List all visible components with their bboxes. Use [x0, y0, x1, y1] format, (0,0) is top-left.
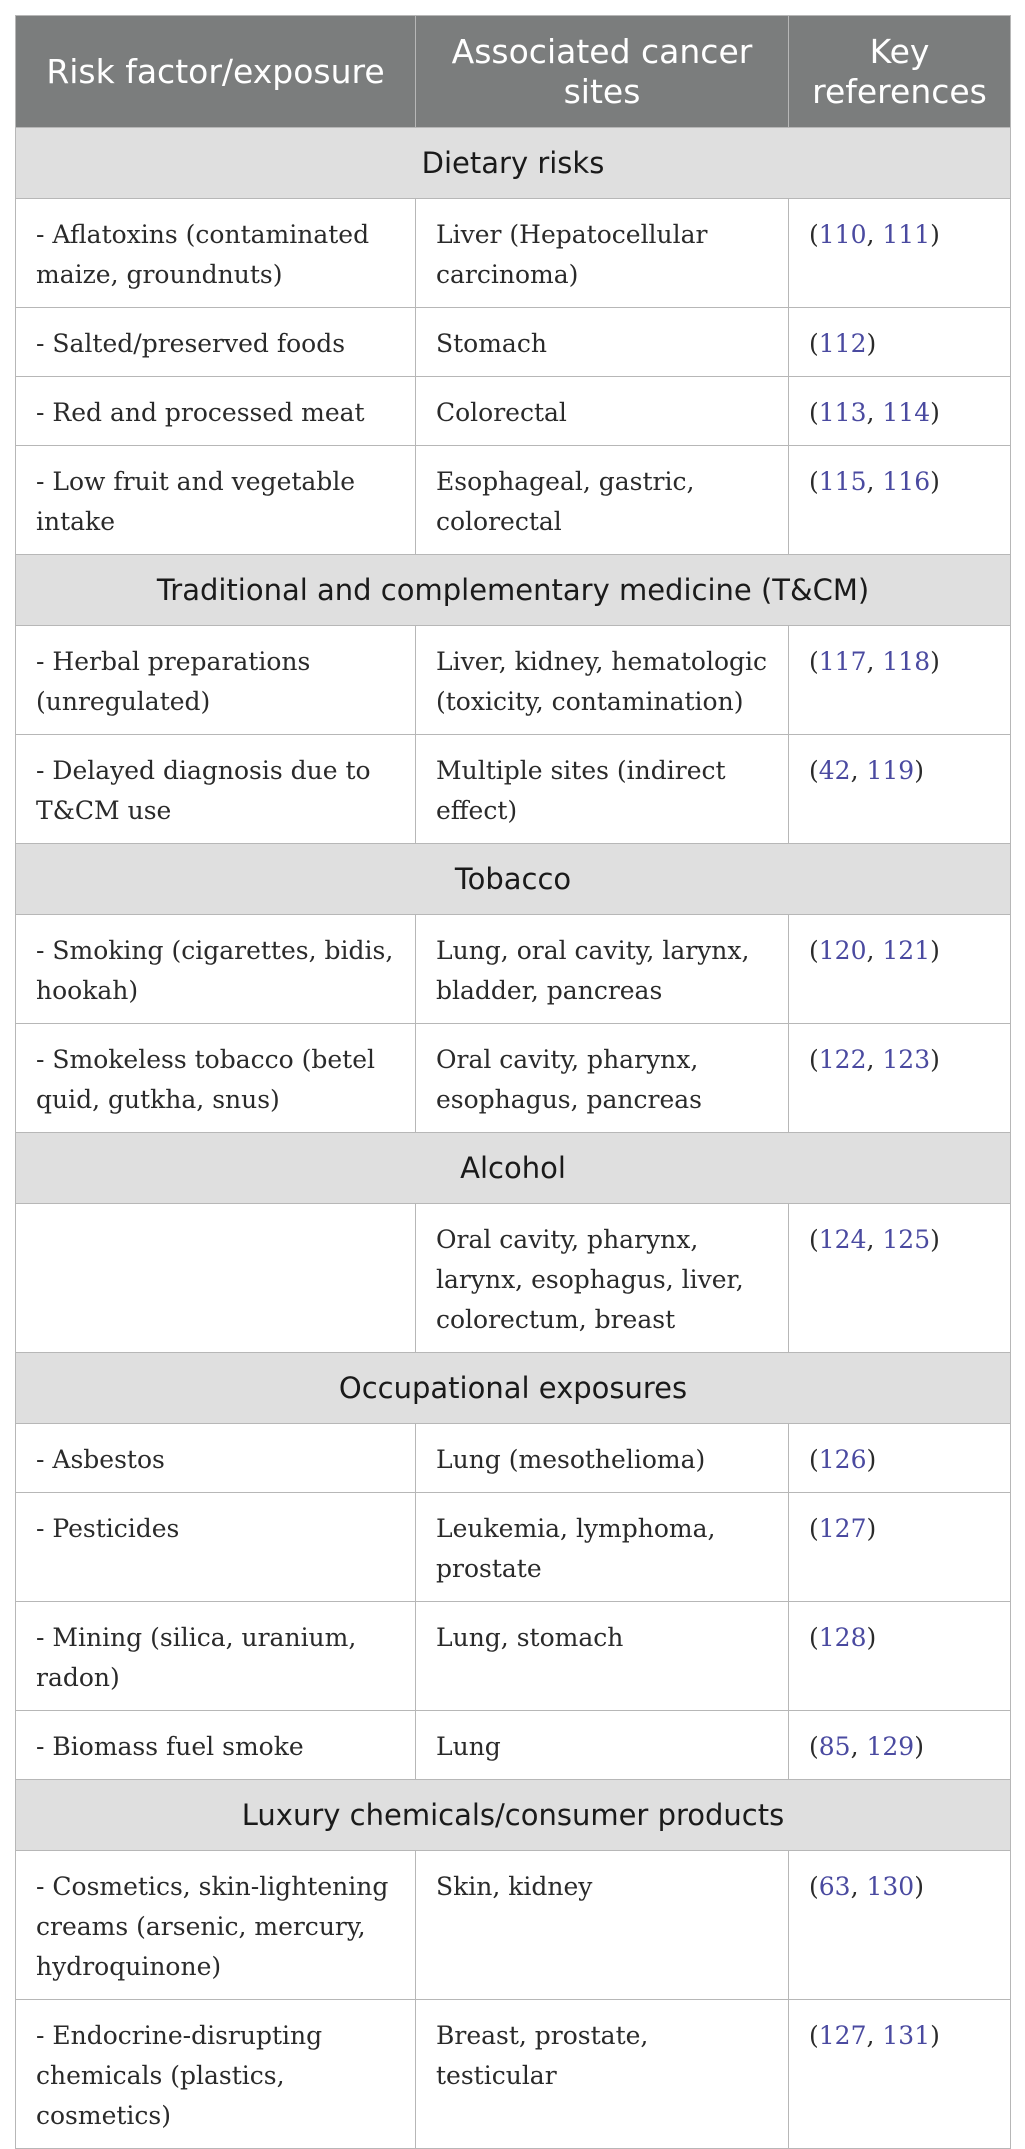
reference-link[interactable]: 123 [882, 1045, 931, 1074]
reference-link[interactable]: 129 [866, 1732, 915, 1761]
open-paren: ( [809, 1045, 819, 1074]
close-paren: ) [930, 2021, 940, 2050]
table-row [16, 1204, 1011, 1353]
reference-link[interactable]: 127 [818, 1514, 867, 1543]
reference-link[interactable]: 125 [882, 1225, 931, 1254]
close-paren: ) [866, 1623, 877, 1652]
reference-link[interactable]: 126 [818, 1445, 867, 1474]
ref-separator: , [866, 647, 883, 676]
risk-factor-cell: - Mining (silica, uranium, radon) [16, 1602, 416, 1711]
table-row [16, 446, 1011, 555]
references-cell [789, 1024, 1011, 1133]
open-paren: ( [809, 647, 819, 676]
reference-link[interactable]: 112 [818, 329, 867, 358]
table-row [16, 1493, 1011, 1602]
risk-factor-cell: - Aflatoxins (contaminated maize, groundnuts) [16, 199, 416, 308]
table-row [16, 377, 1011, 446]
reference-link[interactable]: 120 [818, 936, 867, 965]
header-cancer-sites: Associated cancer sites [416, 16, 789, 128]
ref-separator: , [866, 220, 883, 249]
close-paren: ) [930, 647, 940, 676]
table-row [16, 1024, 1011, 1133]
open-paren: ( [809, 1514, 819, 1543]
section-header-row [16, 1780, 1011, 1851]
risk-factor-cell: - Biomass fuel smoke [16, 1711, 416, 1780]
table-row [16, 308, 1011, 377]
reference-link[interactable]: 110 [818, 220, 867, 249]
reference-link[interactable]: 118 [882, 647, 931, 676]
table-row [16, 735, 1011, 844]
risk-factor-cell: - Herbal preparations (unregulated) [16, 626, 416, 735]
open-paren: ( [809, 329, 819, 358]
table-row [16, 1602, 1011, 1711]
header-risk-factor: Risk factor/exposure [16, 16, 416, 128]
risk-factor-cell: - Low fruit and vegetable intake [16, 446, 416, 555]
cancer-sites-cell: Liver, kidney, hematologic (toxicity, contamination) [416, 626, 789, 735]
section-title: Occupational exposures [16, 1353, 1011, 1424]
section-title: Traditional and complementary medicine (T&CM) [16, 555, 1011, 626]
table-body [16, 128, 1011, 2149]
table-row [16, 1424, 1011, 1493]
table-row [16, 2000, 1011, 2149]
risk-factor-cell: - Pesticides [16, 1493, 416, 1602]
risk-factor-cell: - Delayed diagnosis due to T&CM use [16, 735, 416, 844]
close-paren: ) [914, 1732, 924, 1761]
open-paren: ( [809, 1623, 819, 1652]
reference-link[interactable]: 115 [818, 467, 867, 496]
cancer-sites-cell: Lung, oral cavity, larynx, bladder, pancreas [416, 915, 789, 1024]
risk-factor-table [15, 15, 1011, 2149]
cancer-sites-cell: Lung (mesothelioma) [416, 1424, 789, 1493]
close-paren: ) [930, 1225, 940, 1254]
reference-link[interactable]: 85 [818, 1732, 851, 1761]
section-header-row [16, 844, 1011, 915]
ref-separator: , [866, 2021, 883, 2050]
reference-link[interactable]: 114 [882, 398, 931, 427]
risk-factor-cell: - Cosmetics, skin-lightening creams (arsenic, mercury, hydroquinone) [16, 1851, 416, 2000]
references-cell [789, 915, 1011, 1024]
open-paren: ( [809, 1872, 819, 1901]
ref-separator: , [850, 756, 867, 785]
references-cell [789, 308, 1011, 377]
reference-link[interactable]: 63 [818, 1872, 851, 1901]
ref-separator: , [850, 1872, 867, 1901]
open-paren: ( [809, 1445, 819, 1474]
risk-factor-table-container [15, 15, 1010, 2149]
reference-link[interactable]: 130 [866, 1872, 915, 1901]
risk-factor-cell: - Smoking (cigarettes, bidis, hookah) [16, 915, 416, 1024]
ref-separator: , [866, 398, 883, 427]
section-header-row [16, 555, 1011, 626]
references-cell [789, 1424, 1011, 1493]
close-paren: ) [930, 1045, 940, 1074]
references-cell [789, 626, 1011, 735]
open-paren: ( [809, 220, 819, 249]
reference-link[interactable]: 119 [866, 756, 915, 785]
cancer-sites-cell: Multiple sites (indirect effect) [416, 735, 789, 844]
cancer-sites-cell: Esophageal, gastric, colorectal [416, 446, 789, 555]
cancer-sites-cell: Oral cavity, pharynx, larynx, esophagus, liver, colorectum, breast [416, 1204, 789, 1353]
reference-link[interactable]: 117 [818, 647, 867, 676]
reference-link[interactable]: 116 [882, 467, 931, 496]
open-paren: ( [809, 936, 819, 965]
reference-link[interactable]: 127 [818, 2021, 867, 2050]
risk-factor-cell: - Asbestos [16, 1424, 416, 1493]
section-title: Luxury chemicals/consumer products [16, 1780, 1011, 1851]
table-row [16, 915, 1011, 1024]
close-paren: ) [930, 936, 940, 965]
references-cell [789, 446, 1011, 555]
references-cell [789, 1204, 1011, 1353]
close-paren: ) [930, 398, 940, 427]
references-cell [789, 1602, 1011, 1711]
references-cell [789, 1851, 1011, 2000]
reference-link[interactable]: 131 [882, 2021, 931, 2050]
ref-separator: , [850, 1732, 867, 1761]
header-key-references: Key references [789, 16, 1011, 128]
close-paren: ) [930, 220, 940, 249]
open-paren: ( [809, 1225, 819, 1254]
header-row [16, 16, 1011, 128]
section-header-row [16, 1353, 1011, 1424]
references-cell [789, 2000, 1011, 2149]
cancer-sites-cell: Lung, stomach [416, 1602, 789, 1711]
reference-link[interactable]: 42 [818, 756, 851, 785]
section-title: Dietary risks [16, 128, 1011, 199]
table-row [16, 1711, 1011, 1780]
cancer-sites-cell: Stomach [416, 308, 789, 377]
close-paren: ) [930, 467, 940, 496]
risk-factor-cell: - Smokeless tobacco (betel quid, gutkha, snus) [16, 1024, 416, 1133]
ref-separator: , [866, 1045, 883, 1074]
section-title: Tobacco [16, 844, 1011, 915]
cancer-sites-cell: Oral cavity, pharynx, esophagus, pancreas [416, 1024, 789, 1133]
close-paren: ) [914, 1872, 924, 1901]
reference-link[interactable]: 122 [818, 1045, 867, 1074]
close-paren: ) [866, 1445, 877, 1474]
risk-factor-cell: - Salted/preserved foods [16, 308, 416, 377]
reference-link[interactable]: 121 [882, 936, 931, 965]
cancer-sites-cell: Leukemia, lymphoma, prostate [416, 1493, 789, 1602]
section-title: Alcohol [16, 1133, 1011, 1204]
close-paren: ) [914, 756, 924, 785]
reference-link[interactable]: 111 [882, 220, 931, 249]
open-paren: ( [809, 467, 819, 496]
table-row [16, 626, 1011, 735]
open-paren: ( [809, 1732, 819, 1761]
close-paren: ) [866, 1514, 877, 1543]
references-cell [789, 735, 1011, 844]
open-paren: ( [809, 398, 819, 427]
section-header-row [16, 128, 1011, 199]
ref-separator: , [866, 467, 883, 496]
open-paren: ( [809, 756, 819, 785]
references-cell [789, 1493, 1011, 1602]
references-cell [789, 377, 1011, 446]
table-row [16, 199, 1011, 308]
cancer-sites-cell: Breast, prostate, testicular [416, 2000, 789, 2149]
ref-separator: , [866, 1225, 883, 1254]
cancer-sites-cell: Liver (Hepatocellular carcinoma) [416, 199, 789, 308]
reference-link[interactable]: 113 [818, 398, 867, 427]
ref-separator: , [866, 936, 883, 965]
cancer-sites-cell: Colorectal [416, 377, 789, 446]
cancer-sites-cell: Lung [416, 1711, 789, 1780]
risk-factor-cell: - Red and processed meat [16, 377, 416, 446]
cancer-sites-cell: Skin, kidney [416, 1851, 789, 2000]
section-header-row [16, 1133, 1011, 1204]
table-row [16, 1851, 1011, 2000]
reference-link[interactable]: 128 [818, 1623, 867, 1652]
open-paren: ( [809, 2021, 819, 2050]
references-cell [789, 1711, 1011, 1780]
risk-factor-cell [16, 1204, 416, 1353]
reference-link[interactable]: 124 [818, 1225, 867, 1254]
risk-factor-cell: - Endocrine-disrupting chemicals (plastics, cosmetics) [16, 2000, 416, 2149]
close-paren: ) [866, 329, 877, 358]
references-cell [789, 199, 1011, 308]
